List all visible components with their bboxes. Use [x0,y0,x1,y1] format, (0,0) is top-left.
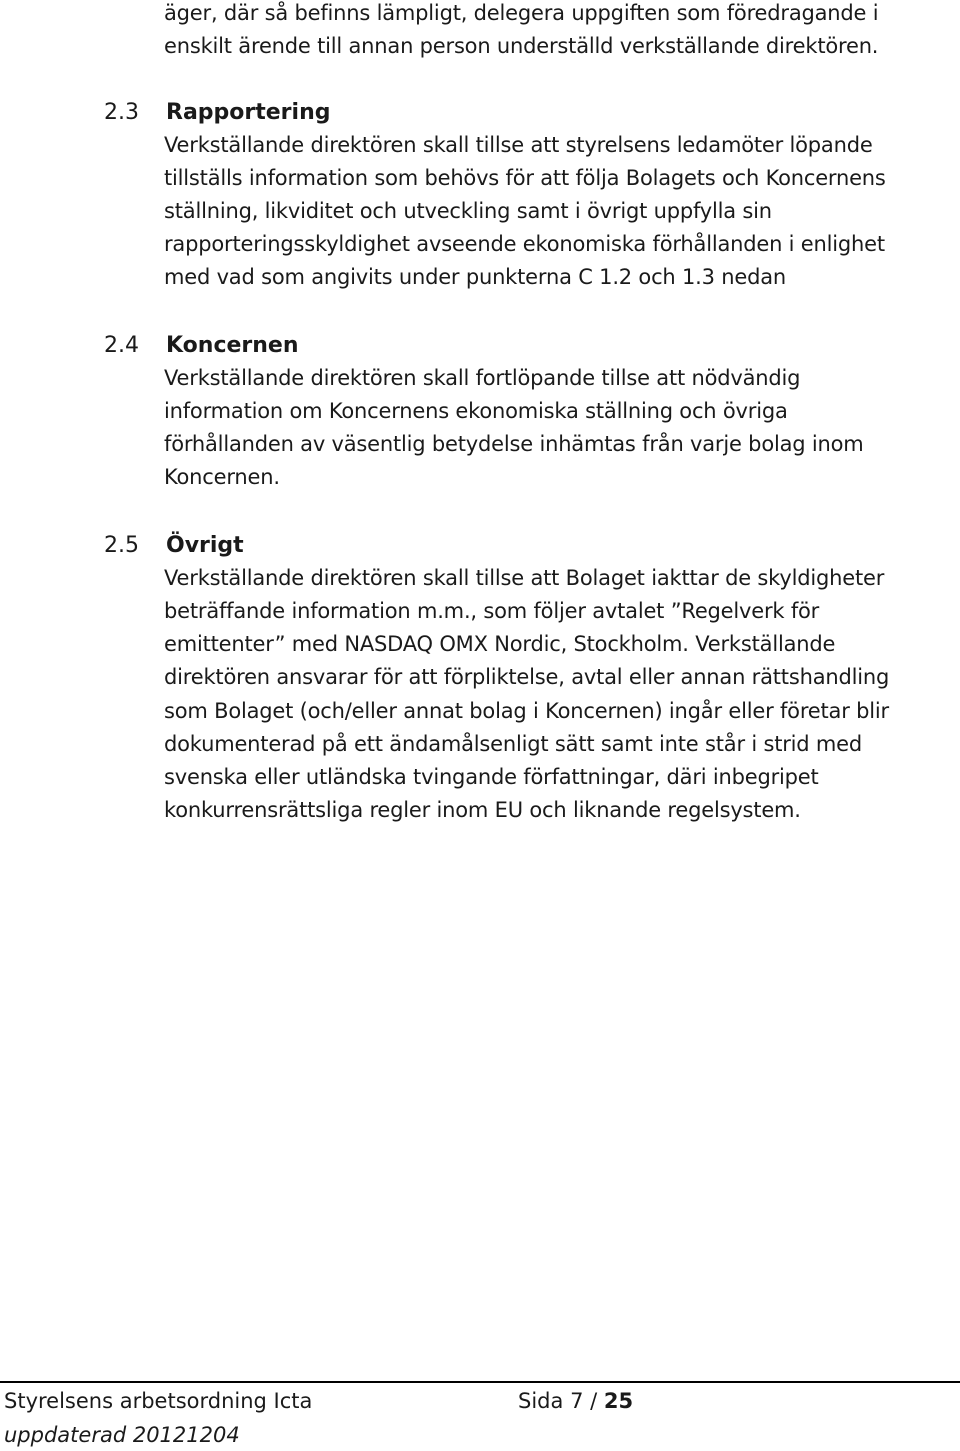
section-heading-rapportering: Rapportering [166,100,331,125]
footer-document-title: Styrelsens arbetsordning Icta [4,1389,313,1413]
section-2-5-line: Verkställande direktören skall tillse att Bolaget iakttar de skyldigheter [164,566,885,590]
section-number-2-5: 2.5 [104,533,139,558]
section-2-5-line: direktören ansvarar för att förpliktelse, avtal eller annan rättshandling [164,665,890,689]
section-2-5-line: emittenter” med NASDAQ OMX Nordic, Stockholm. Verkställande [164,632,836,656]
footer-updated-date: uppdaterad 20121204 [4,1423,240,1447]
section-2-4-line: förhållanden av väsentlig betydelse inhämtas från varje bolag inom [164,432,864,456]
footer-page-number [518,1386,633,1416]
section-heading-koncernen: Koncernen [166,333,299,358]
section-2-5-line: som Bolaget (och/eller annat bolag i Koncernen) ingår eller företar blir [164,699,889,723]
section-2-3-line: tillställs information som behövs för att följa Bolagets och Koncernens [164,166,886,190]
intro-line-2: enskilt ärende till annan person underställd verkställande direktören. [164,34,879,58]
footer-page-current: 7 [570,1389,584,1413]
footer-page-separator: / [590,1389,598,1413]
intro-line-1: äger, där så befinns lämpligt, delegera uppgiften som föredragande i [164,1,879,25]
section-2-4-line: Verkställande direktören skall fortlöpande tillse att nödvändig [164,366,801,390]
section-2-5-line: dokumenterad på ett ändamålsenligt sätt samt inte står i strid med [164,732,863,756]
section-2-4-line: information om Koncernens ekonomiska ställning och övriga [164,399,788,423]
section-2-3-line: ställning, likviditet och utveckling samt i övrigt uppfylla sin [164,199,772,223]
section-number-2-3: 2.3 [104,100,139,125]
section-2-5-line: konkurrensrättsliga regler inom EU och liknande regelsystem. [164,798,801,822]
section-2-3-line: med vad som angivits under punkterna C 1.2 och 1.3 nedan [164,265,787,289]
section-2-3-line: Verkställande direktören skall tillse att styrelsens ledamöter löpande [164,133,873,157]
section-2-3-line: rapporteringsskyldighet avseende ekonomiska förhållanden i enlighet [164,232,885,256]
section-heading-ovrigt: Övrigt [166,533,244,558]
footer-divider [0,1381,960,1383]
footer-page-label: Sida [518,1389,564,1413]
section-2-5-line: svenska eller utländska tvingande författningar, däri inbegripet [164,765,819,789]
footer-page-total: 25 [603,1389,634,1413]
section-number-2-4: 2.4 [104,333,139,358]
section-2-5-line: beträffande information m.m., som följer avtalet ”Regelverk för [164,599,820,623]
section-2-4-line: Koncernen. [164,465,280,489]
